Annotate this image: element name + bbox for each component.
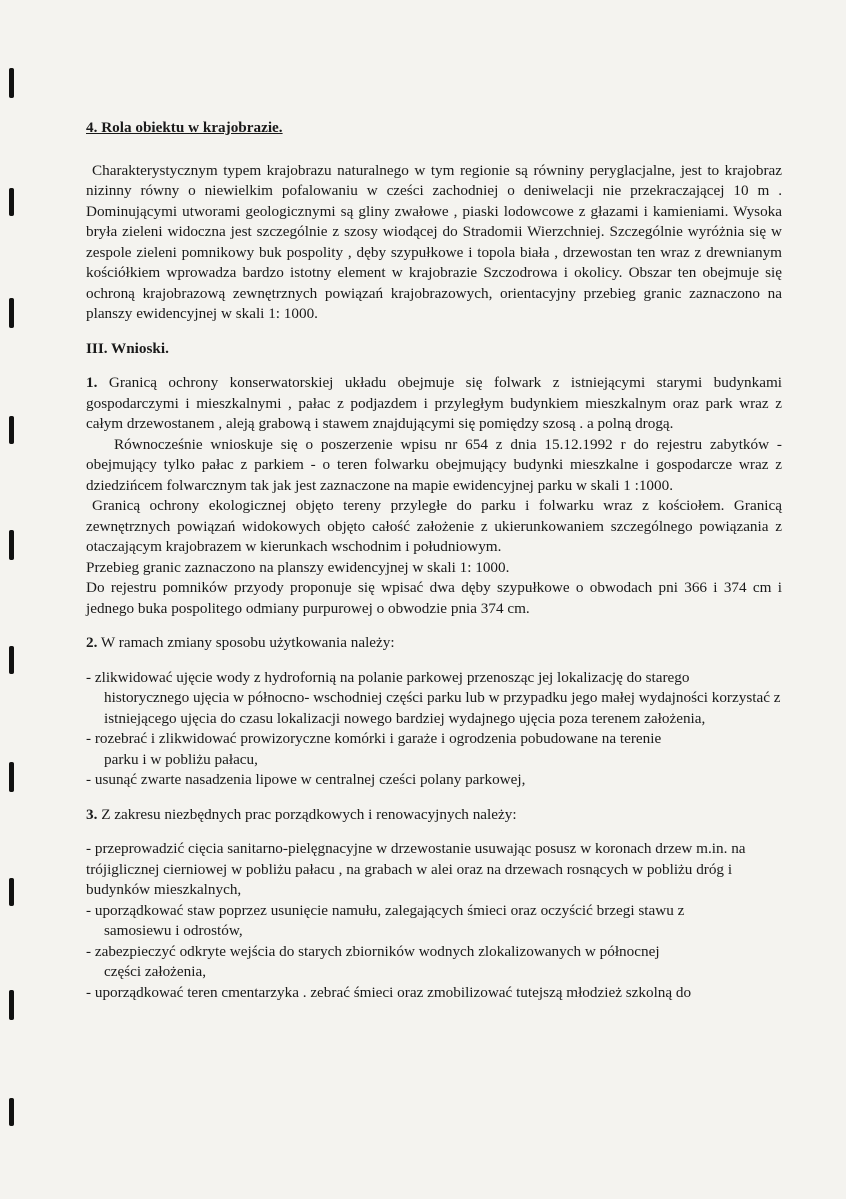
point-3-intro: 3. Z zakresu niezbędnych prac porządkowych i renowacyjnych należy: <box>86 805 517 823</box>
punch-mark <box>9 646 14 674</box>
document-body <box>86 118 782 1003</box>
point-1-extension: Równocześnie wnioskuje się o poszerzenie wpisu nr 654 z dnia 15.12.1992 r do rejestru zabytków - obejmujący tylko pałac z parkiem - o teren folwarku obejmujący budynki mieszkalne i gospodarcze wraz z dziedzińcem folwarcznym tak jak jest zaznaczone na mapie ewidencyjnej parku w skali 1 :1000. <box>86 435 782 494</box>
list-item: - przeprowadzić cięcia sanitarno-pielęgnacyjne w drzewostanie usuwając posusz w koronach drzew m.in. na trójiglicznej cierniowej w pobliżu pałacu , na grabach w alei oraz na drzewach rosnących w pobliżu dróg i budynków mieszkalnych, <box>86 840 746 898</box>
point-1-text: Granicą ochrony konserwatorskiej układu obejmuje się folwark z istniejącymi starymi budynkami gospodarczymi i mieszkalnymi , pałac z podjazdem i przyległym budynkiem mieszkalnym oraz park wraz z całym drzewostanem , aleją grabową i stawem znajdującymi się pomiędzy szosą . a polną drogą. <box>86 374 783 432</box>
list-item: - zabezpieczyć odkryte wejścia do starych zbiorników wodnych zlokalizowanych w północnej części założenia, <box>86 942 660 980</box>
point-3-number: 3. <box>86 805 98 823</box>
section-3-title: III. Wnioski. <box>86 339 169 357</box>
punch-mark <box>9 1098 14 1126</box>
point-2-intro: 2. W ramach zmiany sposobu użytkowania należy: <box>86 634 395 651</box>
point-1-monuments: Do rejestru pomników przyody proponuje się wpisać dwa dęby szypułkowe o obwodach pni 366 i 374 cm i jednego buka pospolitego odmiany purpurowej o obwodzie pnia 374 cm. <box>86 579 782 617</box>
punch-mark <box>9 878 14 906</box>
punch-mark <box>9 416 14 444</box>
point-3-list <box>86 839 782 1003</box>
point-1-boundary-note: Przebieg granic zaznaczono na planszy ewidencyjnej w skali 1: 1000. <box>86 558 510 576</box>
section-4-title: 4. Rola obiektu w krajobrazie. <box>86 119 283 136</box>
punch-mark <box>9 762 14 792</box>
punch-mark <box>9 530 14 560</box>
section-4-paragraph: Charakterystycznym typem krajobrazu naturalnego w tym regionie są równiny peryglacjalne, jest to krajobraz nizinny równy o niewielkim pofalowaniu w cześci zachodniej o deniwelacji nie przekraczającej 10 m . Dominującymi utworami geologicznymi są gliny zwałowe , piaski lodowcowe z głazami i kamieniami. Wysoka bryła zieleni widoczna jest szczególnie z szosy wiodącej do Stradomii Wierzchniej. Szczególnie wyróżnia się w zespole zieleni pomnikowy buk pospolity , dęby szypułkowe i topola biała , drzewostan ten wraz z drewnianym kościółkiem wprowadza bardzo istotny element w krajobrazie Szczodrowa i okolicy. Obszar ten obejmuje się ochroną krajobrazową zewnętrznych powiązań krajobrazowych, orientacyjny przebieg granic zaznaczono na planszy ewidencyjnej w skali 1: 1000. <box>86 161 782 322</box>
punch-mark <box>9 68 14 98</box>
punch-mark <box>9 990 14 1020</box>
list-item: - uporządkować teren cmentarzyka . zebrać śmieci oraz zmobilizować tutejszą młodzież szkolną do <box>86 983 692 1001</box>
point-1-number: 1. <box>86 374 98 391</box>
list-item: - uporządkować staw poprzez usunięcie namułu, zalegających śmieci oraz oczyścić brzegi stawu z samosiewu i odrostów, <box>86 901 685 939</box>
list-item: - zlikwidować ujęcie wody z hydrofornią na polanie parkowej przenosząc jej lokalizację do starego historycznego ujęcia w północno- wschodniej części parku lub w przypadku jego małej wydajności korzystać z istniejącego ujęcia do czasu lokalizacji nowego bardziej wydajnego ujęcia poza terenem założenia, <box>86 668 781 727</box>
punch-mark <box>9 188 14 216</box>
punch-mark <box>9 298 14 328</box>
point-1-paragraph <box>86 373 782 435</box>
list-item: - usunąć zwarte nasadzenia lipowe w centralnej cześci polany parkowej, <box>86 771 526 788</box>
list-item: - rozebrać i zlikwidować prowizoryczne komórki i garaże i ogrodzenia pobudowane na terenie parku i w pobliżu pałacu, <box>86 730 662 768</box>
point-2-list <box>86 668 782 791</box>
point-1-ecology: Granicą ochrony ekologicznej objęto tereny przyległe do parku i folwarku wraz z kościołem. Granicą zewnętrznych powiązań widokowych objęto całość założenie z ukierunkowaniem szczególnego powiązania z otaczającym krajobrazem w kierunkach wschodnim i południowym. <box>86 497 782 555</box>
point-2-number: 2. <box>86 634 98 651</box>
